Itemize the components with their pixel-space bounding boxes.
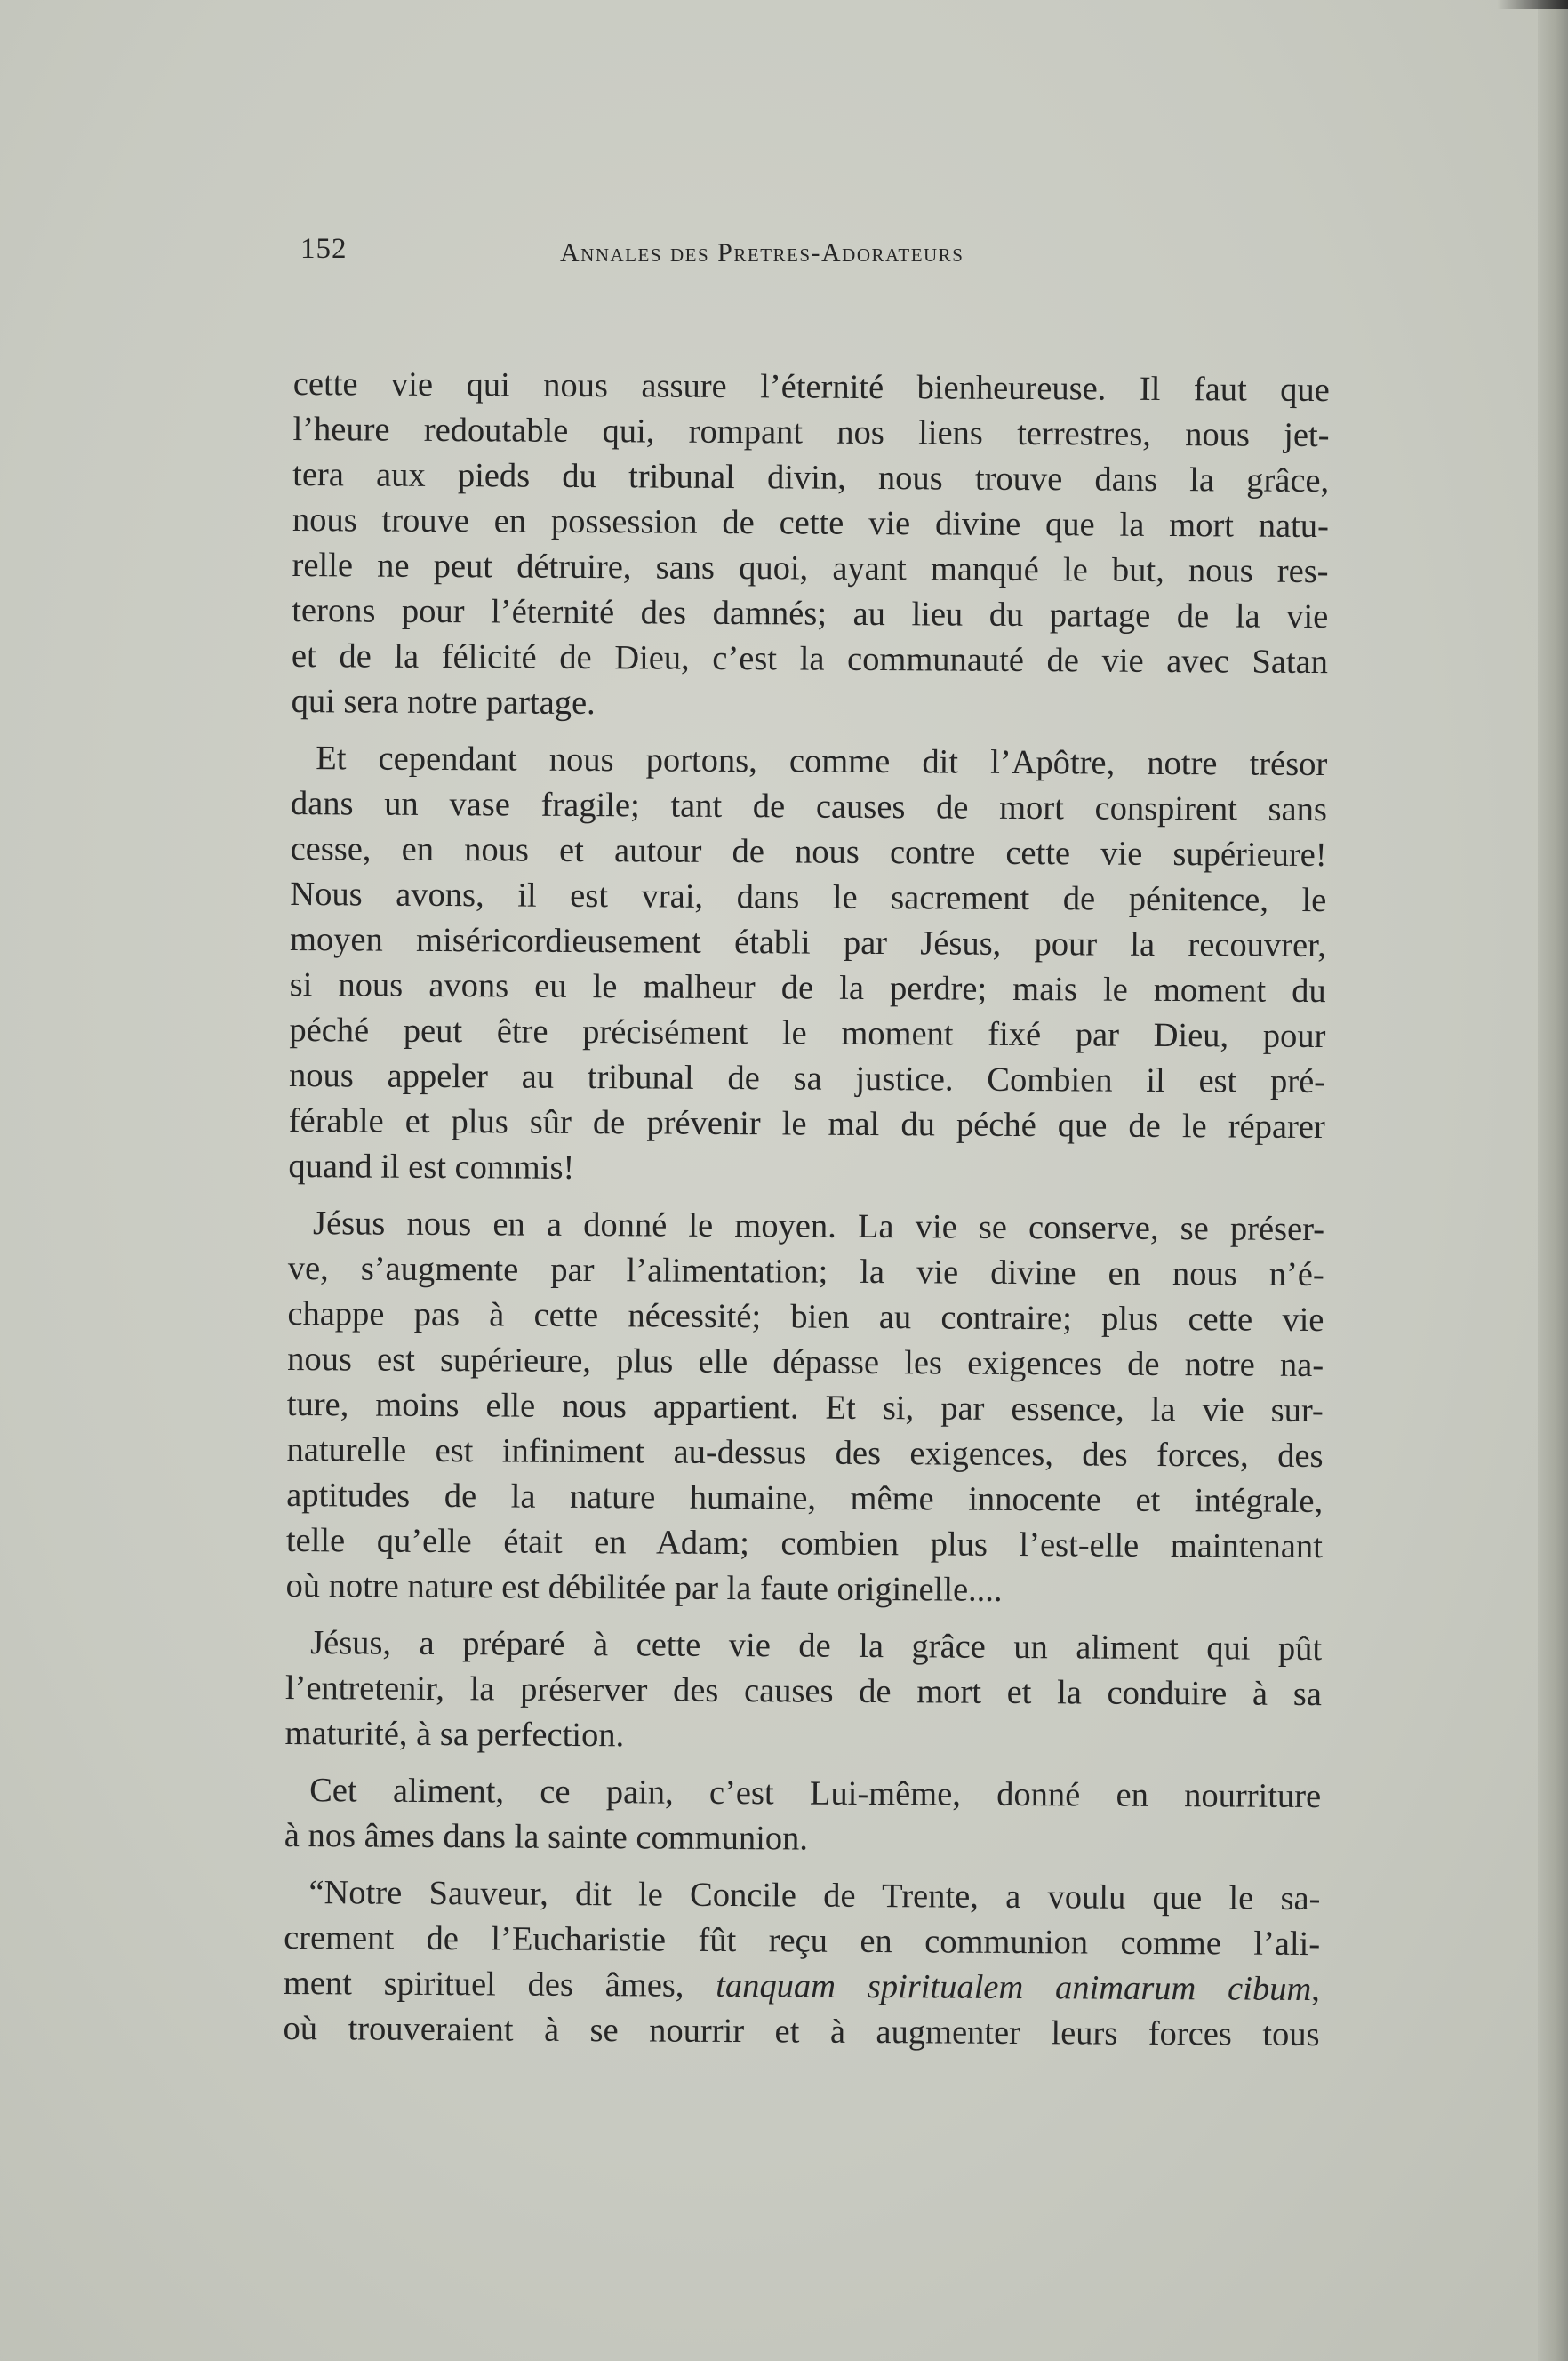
text-line: quand il est commis! bbox=[288, 1147, 575, 1187]
text-line: où trouveraient à se nourrir et à augmenter leurs forces tous bbox=[283, 2009, 1320, 2054]
body-text bbox=[283, 362, 1330, 2069]
text-line: férable et plus sûr de prévenir le mal du péché que de le réparer bbox=[288, 1101, 1325, 1147]
text-line: Jésus, a préparé à cette vie de la grâce un aliment qui pût bbox=[310, 1624, 1323, 1669]
text-line: nous trouve en possession de cette vie divine que la mort natu- bbox=[292, 500, 1330, 546]
text-line: chappe pas à cette nécessité; bien au contraire; plus cette vie bbox=[287, 1294, 1324, 1340]
text-fragment: ment spirituel des âmes, bbox=[283, 1964, 716, 2005]
text-line: Cet aliment, ce pain, c’est Lui-même, donné en nourriture bbox=[309, 1772, 1322, 1816]
text-line: péché peut être précisément le moment fixé par Dieu, pour bbox=[289, 1011, 1326, 1056]
text-line: nous est supérieure, plus elle dépasse les exigences de notre na- bbox=[287, 1340, 1324, 1385]
paragraph bbox=[284, 1768, 1322, 1865]
page-edge-shadow bbox=[1538, 0, 1568, 2361]
text-line: telle qu’elle était en Adam; combien plus l’est-elle maintenant bbox=[285, 1521, 1324, 1566]
text-line: où notre nature est débilitée par la faute originelle.... bbox=[285, 1566, 1003, 1609]
paragraph bbox=[292, 362, 1330, 731]
text-line: si nous avons eu le malheur de la perdre; mais le moment du bbox=[289, 965, 1326, 1011]
text-line: aptitudes de la nature humaine, même innocente et intégrale, bbox=[286, 1476, 1324, 1521]
paragraph bbox=[288, 736, 1327, 1196]
paragraph bbox=[283, 1870, 1320, 2058]
text-line: ture, moins elle nous appartient. Et si, par essence, la vie sur- bbox=[286, 1385, 1324, 1430]
page-number: 152 bbox=[300, 233, 348, 265]
text-line: cette vie qui nous assure l’éternité bienheureuse. Il faut que bbox=[292, 364, 1330, 410]
text-line: l’heure redoutable qui, rompant nos liens terrestres, nous jet- bbox=[292, 410, 1330, 455]
text-line: naturelle est infiniment au-dessus des exigences, des forces, des bbox=[286, 1430, 1324, 1476]
latin-quotation: tanquam spiritualem animarum cibum bbox=[716, 1966, 1312, 2009]
text-line: à nos âmes dans la sainte communion. bbox=[284, 1816, 809, 1858]
text-line: ve, s’augmente par l’alimentation; la vie divine en nous n’é- bbox=[287, 1249, 1324, 1294]
text-line: nous appeler au tribunal de sa justice. Combien il est pré- bbox=[288, 1056, 1326, 1101]
text-line: Et cependant nous portons, comme dit l’Apôtre, notre trésor bbox=[316, 740, 1328, 784]
text-line: relle ne peut détruire, sans quoi, ayant manqué le but, nous res- bbox=[292, 546, 1329, 591]
text-fragment: , bbox=[1311, 1971, 1320, 2009]
text-line: cesse, en nous et autour de nous contre cette vie supérieure! bbox=[290, 829, 1327, 875]
text-line: dans un vase fragile; tant de causes de mort conspirent sans bbox=[290, 784, 1328, 829]
text-line: “Notre Sauveur, dit le Concile de Trente, a voulu que le sa- bbox=[308, 1874, 1321, 1918]
paragraph bbox=[285, 1201, 1324, 1615]
text-line: qui sera notre partage. bbox=[291, 682, 596, 723]
text-line: tera aux pieds du tribunal divin, nous trouve dans la grâce, bbox=[292, 455, 1330, 500]
text-line: maturité, à sa perfection. bbox=[284, 1714, 625, 1755]
page-header bbox=[300, 233, 1083, 286]
text-line: l’entretenir, la préserver des causes de mort et la conduire à sa bbox=[284, 1669, 1322, 1714]
paragraph bbox=[284, 1621, 1322, 1763]
text-line: moyen miséricordieusement établi par Jésus, pour la recouvrer, bbox=[289, 920, 1327, 965]
text-line: Jésus nous en a donné le moyen. La vie se conserve, se préser- bbox=[312, 1205, 1325, 1249]
running-head: Annales des Pretres-Adorateurs bbox=[560, 238, 964, 268]
text-line: et de la félicité de Dieu, c’est la communauté de vie avec Satan bbox=[291, 636, 1329, 682]
text-line: crement de l’Eucharistie fût reçu en communion comme l’ali- bbox=[284, 1918, 1321, 1964]
text-line: terons pour l’éternité des damnés; au lieu du partage de la vie bbox=[292, 591, 1329, 636]
text-line-with-latin bbox=[284, 1961, 1320, 2013]
corner-mark bbox=[1497, 0, 1568, 9]
text-line: Nous avons, il est vrai, dans le sacrement de pénitence, le bbox=[290, 875, 1327, 920]
